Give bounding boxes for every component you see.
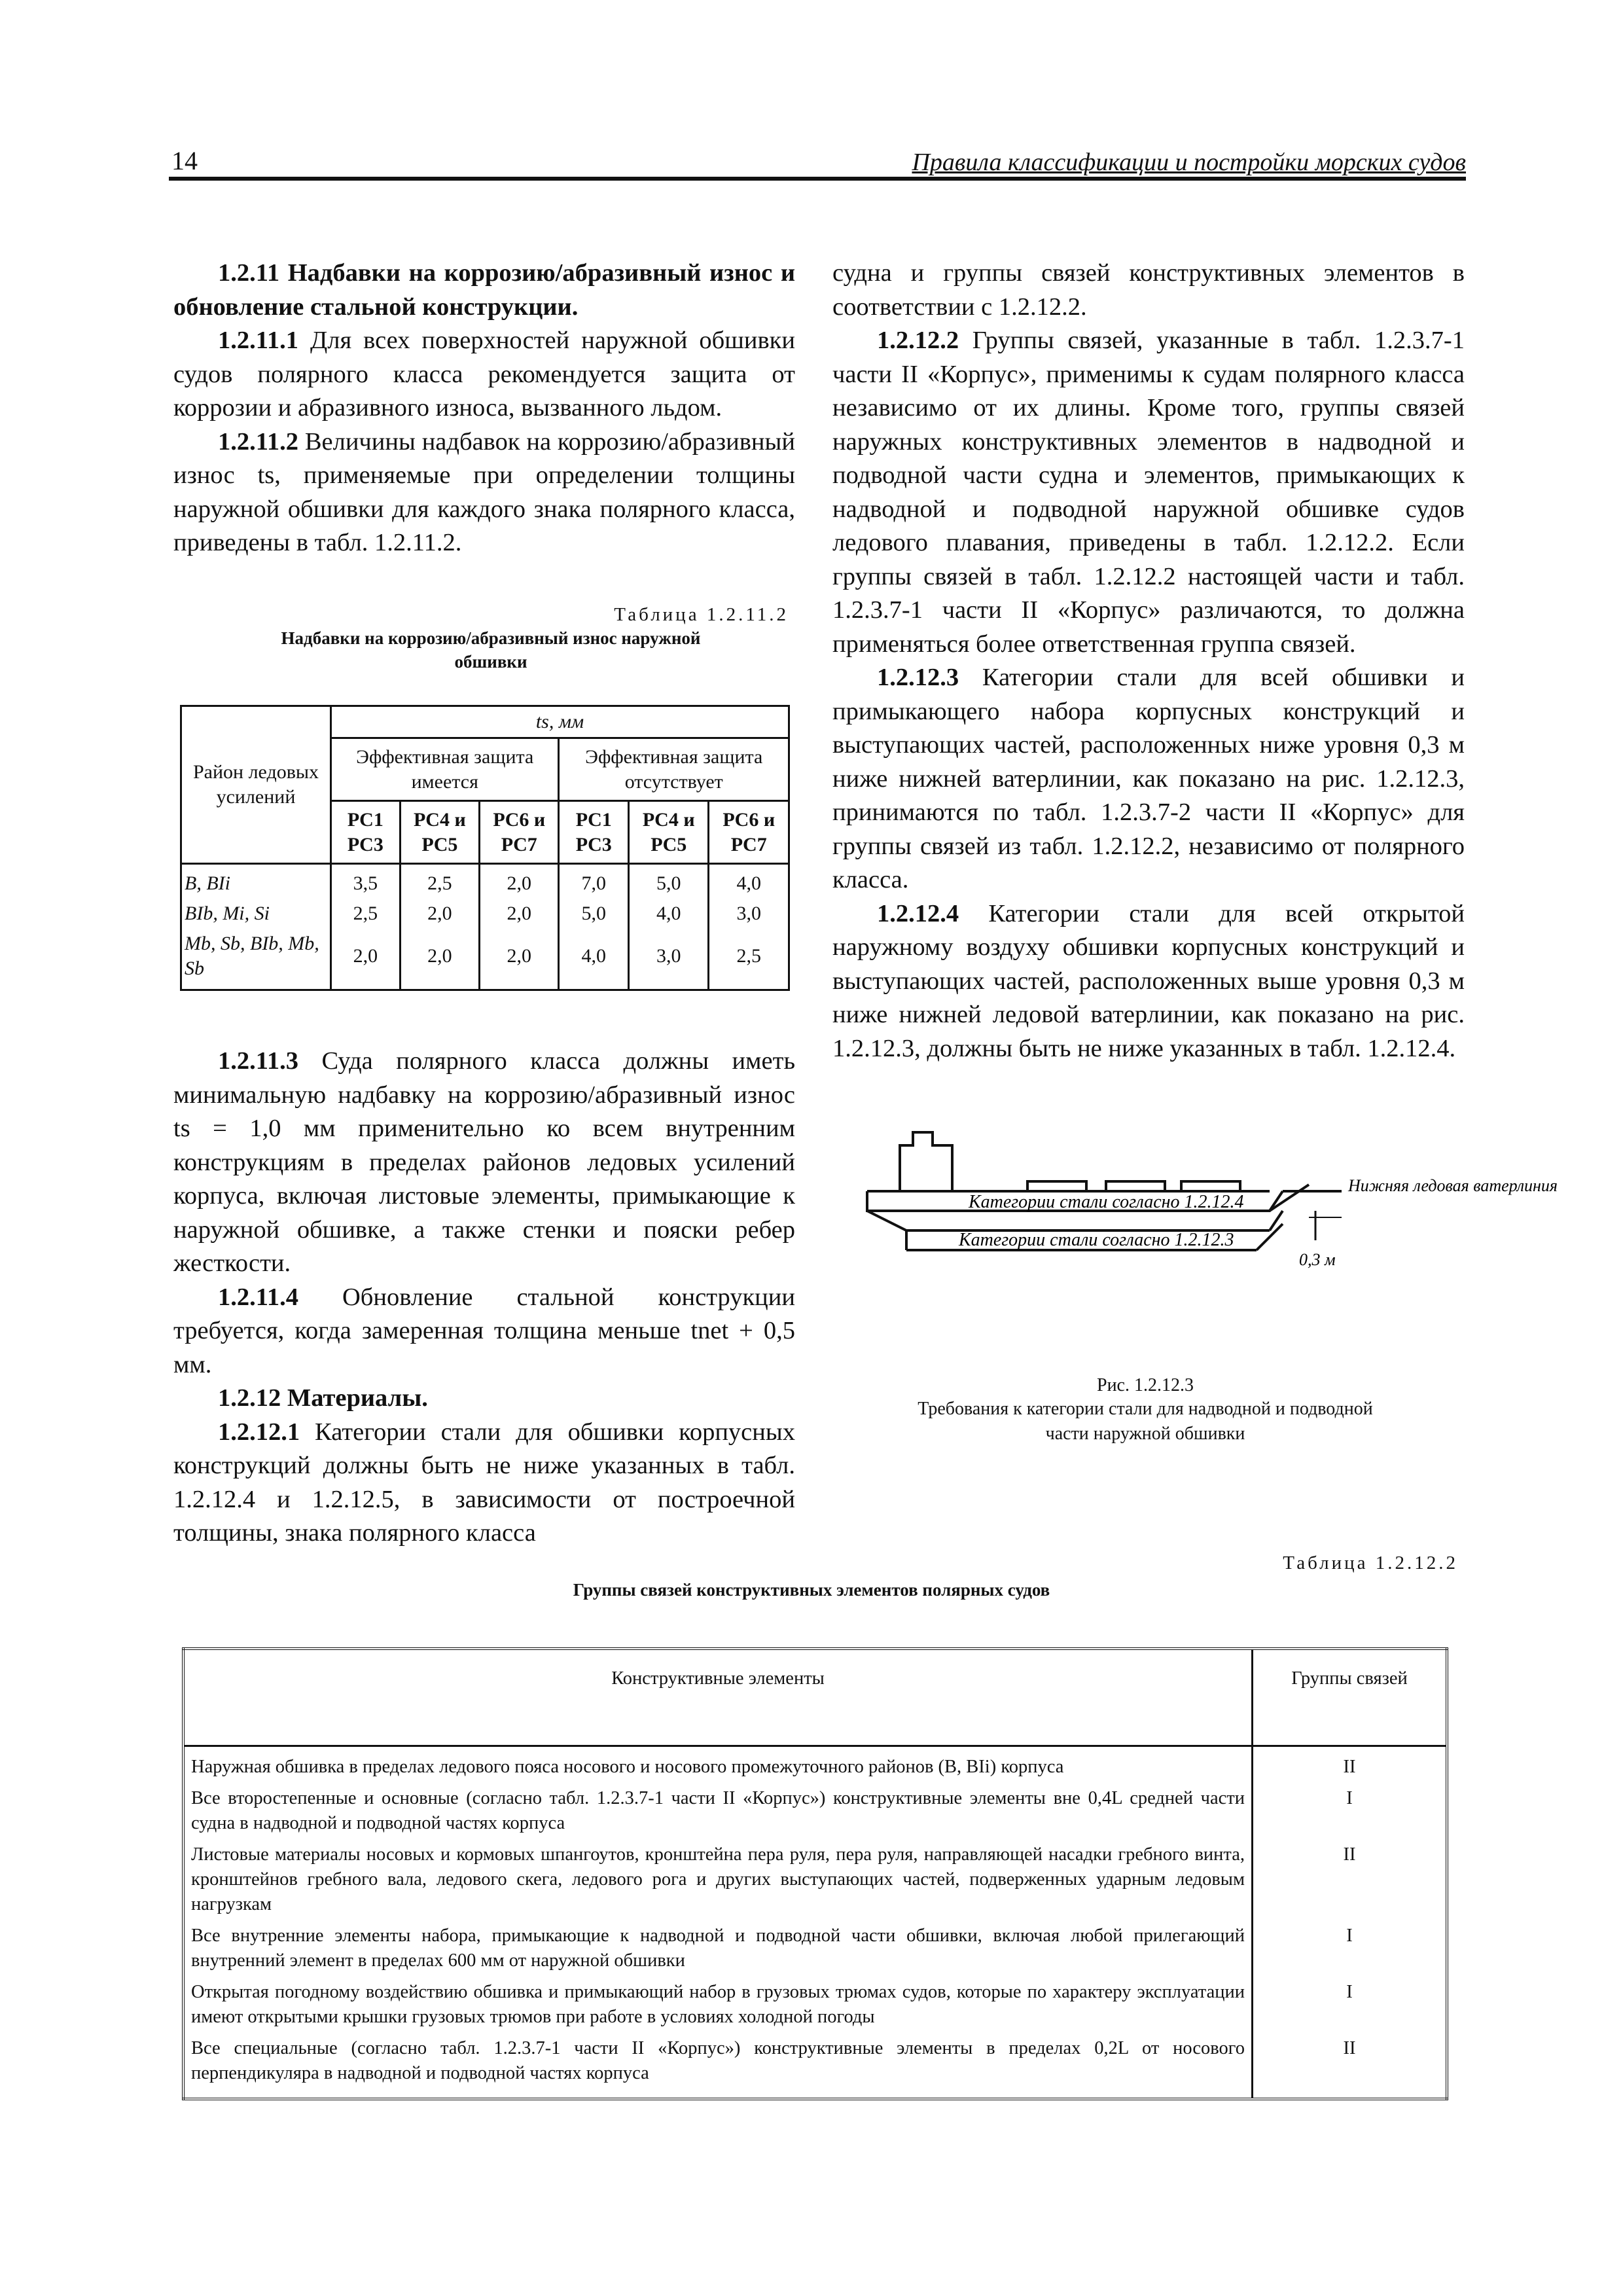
table1-pc-header: PC4 и PC5 — [400, 801, 479, 864]
table2-row: Все внутренние элементы набора, примыкающие к надводной и подводной части обшивки, включая любой прилегающий внутренний элемент в пределах 600 мм от наружной обшивки I — [183, 1921, 1447, 1977]
figure-label-upper: Категории стали согласно 1.2.12.4 — [969, 1192, 1244, 1212]
running-title: Правила классификации и постройки морских судов — [912, 149, 1466, 176]
table1-eff-no: Эффективная защита отсутствует — [559, 738, 789, 801]
table2-row: Все специальные (согласно табл. 1.2.3.7-1 части II «Корпус») конструктивные элементы в пределах 0,2L от носового перпендикуляра в надводной и подводной частях корпуса II — [183, 2034, 1447, 2099]
paragraph-1-2-11-3: 1.2.11.3 Суда полярного класса должны иметь минимальную надбавку на коррозию/абразивный износ ts = 1,0 мм применительно ко всем внутренним конструкциям в пределах районов ледовых усилений корпуса, включая листовые элементы, примыкающие к наружной обшивке, а также стенки и пояски ребер жесткости. — [173, 1047, 795, 1277]
paragraph-1-2-11-1: 1.2.11.1 Для всех поверхностей наружной обшивки судов полярного класса рекомендуется защита от коррозии и абразивного износа, вызванного льдом. — [173, 327, 795, 422]
page-number: 14 — [171, 146, 198, 175]
figure-caption-text: Требования к категории стали для надводной и подводной части наружной обшивки — [918, 1399, 1373, 1444]
table1-ts-header: ts, мм — [331, 706, 789, 738]
table1-title: Надбавки на коррозию/абразивный износ наружной обшивки — [281, 628, 701, 672]
table1-row: Mb, Sb, BIb, Mb, Sb 2,0 2,0 2,0 4,0 3,0 2,5 — [181, 929, 789, 990]
paragraph-1-2-12-2: 1.2.12.2 Группы связей, указанные в табл. 1.2.3.7-1 части II «Корпус», применимы к судам полярного класса независимо от их длины. Кроме того, группы связей наружных конструктивных элементов в надводной и подводной части судна и элементов, примыкающих к надводной и подводной наружной обшивке судов ледового плавания, приведены в табл. 1.2.12.2. Если группы связей в табл. 1.2.12.2 настоящей части и табл. 1.2.3.7-1 части II «Корпус» различаются, то должна применяться более ответственная группа связей. — [832, 327, 1465, 658]
section-1-2-11-title: 1.2.11 Надбавки на коррозию/абразивный износ и обновление стальной конструкции. — [173, 259, 795, 321]
table2-row: Листовые материалы носовых и кормовых шпангоутов, кронштейна пера руля, пера руля, направляющей насадки гребного винта, кронштейнов гребного вала, ледового скега, ледового рога и других выступающих частей, подверженных ударным ледовым нагрузкам II — [183, 1840, 1447, 1921]
left-column-bottom — [173, 1045, 795, 1551]
table2-row: Все второстепенные и основные (согласно табл. 1.2.3.7-1 части II «Корпус») конструктивные элементы вне 0,4L средней части судна в надводной и подводной частях корпуса I — [183, 1784, 1447, 1840]
header-rule — [169, 177, 1466, 181]
paragraph-1-2-11-4: 1.2.11.4 Обновление стальной конструкции требуется, когда замеренная толщина меньше tnet + 0,5 мм. — [173, 1283, 795, 1378]
paragraph-1-2-12-4: 1.2.12.4 Категории стали для всей открытой наружному воздуху обшивки корпусных конструкций и выступающих частей, расположенных выше уровня 0,3 м ниже нижней ледовой ватерлинии, как показано на рис. 1.2.12.3, должны быть не ниже указанных в табл. 1.2.12.4. — [832, 899, 1465, 1062]
table1-pc-header: PC4 и PC5 — [629, 801, 709, 864]
table1-row: BIb, Mi, Si 2,5 2,0 2,0 5,0 4,0 3,0 — [181, 899, 789, 929]
paragraph-1-2-12-1: 1.2.12.1 Категории стали для обшивки корпусных конструкций должны быть не ниже указанных в табл. 1.2.12.4 и 1.2.12.5, в зависимости от построечной толщины, знака полярного класса — [173, 1418, 795, 1547]
table1-pc-header: PC6 и PC7 — [480, 801, 559, 864]
depth-label: 0,3 м — [1299, 1250, 1336, 1269]
table2-label: Таблица 1.2.12.2 — [1283, 1552, 1458, 1573]
figure-caption-number: Рис. 1.2.12.3 — [1097, 1375, 1194, 1395]
table2-header-elements: Конструктивные элементы — [183, 1649, 1253, 1746]
table1-row: B, BIi 3,5 2,5 2,0 7,0 5,0 4,0 — [181, 864, 789, 899]
hull-section-diagram — [851, 1126, 1558, 1296]
table1-eff-yes: Эффективная защита имеется — [331, 738, 559, 801]
corrosion-allowance-table — [180, 705, 790, 991]
table2-header-groups: Группы связей — [1253, 1649, 1448, 1746]
table1-pc-header: PC1 PC3 — [559, 801, 629, 864]
right-column — [832, 257, 1465, 1066]
superstructure-outline — [900, 1132, 952, 1191]
structural-groups-table — [182, 1647, 1448, 2100]
table2-row: Наружная обшивка в пределах ледового пояса носового и носового промежуточного районов (B, BIi) корпуса II — [183, 1746, 1447, 1784]
waterline-label: Нижняя ледовая ватерлиния — [1348, 1176, 1558, 1195]
table2-row: Открытая погодному воздействию обшивка и примыкающий набор в грузовых трюмах судов, которые по характеру эксплуатации имеют открытыми крышки грузовых трюмов при работе в условиях холодной погоды I — [183, 1977, 1447, 2034]
paragraph-1-2-12-3: 1.2.12.3 Категории стали для всей обшивки и примыкающего набора корпусных конструкций и выступающих частей, расположенных ниже уровня 0,3 м ниже нижней ватерлинии, как показано на рис. 1.2.12.3, принимаются по табл. 1.2.3.7-2 части II «Корпус» для группы связей из табл. 1.2.12.2, независимо от полярного класса. — [832, 664, 1465, 893]
figure-label-lower: Категории стали согласно 1.2.12.3 — [959, 1230, 1234, 1250]
table1-pc-header: PC1 PC3 — [331, 801, 401, 864]
paragraph-1-2-11-2: 1.2.11.2 Величины надбавок на коррозию/абразивный износ ts, применяемые при определении толщины наружной обшивки для каждого знака полярного класса, приведены в табл. 1.2.11.2. — [173, 427, 795, 556]
left-column-top — [173, 257, 795, 560]
table1-region-header: Район ледовых усилений — [181, 706, 331, 864]
table1-label: Таблица 1.2.11.2 — [614, 604, 789, 625]
section-1-2-12-title: 1.2.12 Материалы. — [218, 1384, 428, 1412]
table1-pc-header: PC6 и PC7 — [709, 801, 789, 864]
paragraph-continuation: судна и группы связей конструктивных элементов в соответствии с 1.2.12.2. — [832, 259, 1465, 321]
table2-title: Группы связей конструктивных элементов полярных судов — [573, 1580, 1050, 1600]
